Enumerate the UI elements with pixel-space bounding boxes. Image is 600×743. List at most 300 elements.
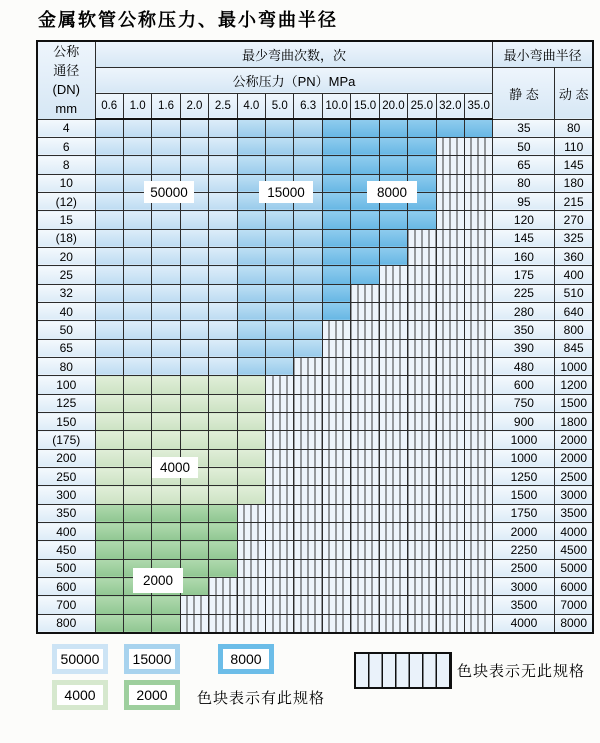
- spec-available-cell: [180, 578, 208, 596]
- no-spec-cell: [237, 596, 265, 614]
- static-header: 静 态: [493, 67, 555, 119]
- spec-available-cell: [123, 376, 151, 394]
- dynamic-header: 动 态: [555, 67, 593, 119]
- spec-available-cell: [152, 321, 180, 339]
- spec-row: [37, 541, 593, 559]
- no-spec-cell: [464, 486, 492, 504]
- spec-row: [37, 211, 593, 229]
- no-spec-cell: [351, 468, 379, 486]
- no-spec-cell: [351, 321, 379, 339]
- static-radius-cell: 2250: [493, 541, 555, 559]
- no-spec-cell: [379, 596, 407, 614]
- spec-row: [37, 486, 593, 504]
- dn-cell: 200: [37, 449, 95, 467]
- spec-row: [37, 156, 593, 174]
- no-spec-cell: [436, 468, 464, 486]
- dn-cell: 400: [37, 523, 95, 541]
- pressure-tick: 15.0: [351, 93, 379, 119]
- spec-available-cell: [152, 596, 180, 614]
- spec-available-cell: [180, 523, 208, 541]
- no-spec-cell: [294, 578, 322, 596]
- no-spec-cell: [408, 596, 436, 614]
- dynamic-radius-cell: 1000: [555, 357, 593, 375]
- spec-available-cell: [209, 302, 237, 320]
- spec-available-cell: [322, 229, 350, 247]
- spec-available-cell: [379, 211, 407, 229]
- spec-available-cell: [266, 137, 294, 155]
- spec-available-cell: [408, 211, 436, 229]
- spec-available-cell: [123, 339, 151, 357]
- no-spec-cell: [464, 211, 492, 229]
- no-spec-cell: [266, 413, 294, 431]
- no-spec-cell: [436, 137, 464, 155]
- spec-available-cell: [379, 247, 407, 265]
- spec-available-cell: [351, 137, 379, 155]
- spec-available-cell: [123, 394, 151, 412]
- no-spec-cell: [322, 541, 350, 559]
- no-spec-cell: [464, 468, 492, 486]
- spec-available-cell: [95, 211, 123, 229]
- no-spec-cell: [379, 578, 407, 596]
- no-spec-cell: [464, 137, 492, 155]
- dn-cell: 600: [37, 578, 95, 596]
- dn-cell: 15: [37, 211, 95, 229]
- no-spec-cell: [464, 192, 492, 210]
- static-radius-cell: 1500: [493, 486, 555, 504]
- dn-cell: 150: [37, 413, 95, 431]
- spec-available-cell: [95, 468, 123, 486]
- no-spec-cell: [266, 394, 294, 412]
- no-spec-cell: [408, 559, 436, 577]
- spec-available-cell: [237, 449, 265, 467]
- spec-available-cell: [180, 247, 208, 265]
- dn-cell: (12): [37, 192, 95, 210]
- dynamic-radius-cell: 640: [555, 302, 593, 320]
- dn-cell: (175): [37, 431, 95, 449]
- spec-available-cell: [95, 431, 123, 449]
- no-spec-cell: [351, 431, 379, 449]
- spec-available-cell: [123, 504, 151, 522]
- no-spec-cell: [237, 504, 265, 522]
- no-spec-cell: [266, 431, 294, 449]
- dn-cell: 25: [37, 266, 95, 284]
- spec-available-cell: [152, 211, 180, 229]
- spec-available-cell: [152, 229, 180, 247]
- spec-available-cell: [152, 523, 180, 541]
- no-spec-cell: [351, 614, 379, 632]
- spec-available-cell: [209, 119, 237, 137]
- no-spec-cell: [436, 266, 464, 284]
- dn-cell: 80: [37, 357, 95, 375]
- no-spec-cell: [379, 394, 407, 412]
- spec-available-cell: [294, 339, 322, 357]
- spec-row: [37, 137, 593, 155]
- static-radius-cell: 4000: [493, 614, 555, 632]
- legend-hatch-swatch: [354, 652, 452, 689]
- spec-available-cell: [95, 376, 123, 394]
- no-spec-cell: [436, 376, 464, 394]
- dynamic-radius-cell: 1500: [555, 394, 593, 412]
- spec-available-cell: [180, 339, 208, 357]
- no-spec-cell: [351, 578, 379, 596]
- no-spec-cell: [294, 394, 322, 412]
- no-spec-cell: [379, 541, 407, 559]
- spec-available-cell: [209, 229, 237, 247]
- spec-available-cell: [408, 156, 436, 174]
- static-radius-cell: 160: [493, 247, 555, 265]
- no-spec-cell: [237, 614, 265, 632]
- no-spec-cell: [464, 174, 492, 192]
- no-spec-cell: [379, 504, 407, 522]
- no-spec-cell: [464, 229, 492, 247]
- spec-available-cell: [266, 302, 294, 320]
- no-spec-cell: [379, 413, 407, 431]
- no-spec-cell: [436, 559, 464, 577]
- spec-row: [37, 559, 593, 577]
- spec-available-cell: [351, 266, 379, 284]
- no-spec-cell: [294, 523, 322, 541]
- spec-available-cell: [152, 376, 180, 394]
- spec-available-cell: [180, 486, 208, 504]
- no-spec-cell: [436, 431, 464, 449]
- no-spec-cell: [379, 449, 407, 467]
- no-spec-cell: [209, 578, 237, 596]
- spec-available-cell: [180, 357, 208, 375]
- spec-available-cell: [237, 394, 265, 412]
- no-spec-cell: [379, 302, 407, 320]
- no-spec-cell: [436, 321, 464, 339]
- dn-cell: 40: [37, 302, 95, 320]
- header-row-2: [37, 67, 593, 93]
- spec-row: [37, 229, 593, 247]
- static-radius-cell: 750: [493, 394, 555, 412]
- no-spec-cell: [322, 614, 350, 632]
- spec-row: [37, 266, 593, 284]
- dn-cell: 700: [37, 596, 95, 614]
- spec-available-cell: [266, 156, 294, 174]
- no-spec-cell: [436, 174, 464, 192]
- spec-row: [37, 302, 593, 320]
- no-spec-cell: [408, 266, 436, 284]
- spec-available-cell: [237, 468, 265, 486]
- static-radius-cell: 480: [493, 357, 555, 375]
- spec-available-cell: [209, 468, 237, 486]
- dynamic-radius-cell: 215: [555, 192, 593, 210]
- spec-available-cell: [152, 357, 180, 375]
- no-spec-cell: [436, 578, 464, 596]
- cycle-count-label: 2000: [133, 568, 183, 593]
- pressure-tick: 5.0: [266, 93, 294, 119]
- pressure-tick: 6.3: [294, 93, 322, 119]
- no-spec-cell: [237, 559, 265, 577]
- spec-available-cell: [123, 468, 151, 486]
- no-spec-cell: [464, 156, 492, 174]
- dn-cell: 250: [37, 468, 95, 486]
- legend-available-note: 色块表示有此规格: [197, 690, 326, 707]
- no-spec-cell: [436, 192, 464, 210]
- static-radius-cell: 50: [493, 137, 555, 155]
- no-spec-cell: [351, 596, 379, 614]
- dynamic-radius-cell: 2500: [555, 468, 593, 486]
- spec-row: [37, 523, 593, 541]
- spec-available-cell: [209, 192, 237, 210]
- spec-available-cell: [322, 211, 350, 229]
- no-spec-cell: [351, 559, 379, 577]
- pressure-tick: 25.0: [408, 93, 436, 119]
- bend-cycles-header: 最少弯曲次数，次: [95, 41, 493, 67]
- dynamic-radius-cell: 400: [555, 266, 593, 284]
- page-title: 金属软管公称压力、最小弯曲半径: [38, 10, 338, 31]
- spec-row: [37, 247, 593, 265]
- dn-cell: (18): [37, 229, 95, 247]
- spec-row: [37, 174, 593, 192]
- dynamic-radius-cell: 360: [555, 247, 593, 265]
- no-spec-cell: [351, 394, 379, 412]
- spec-available-cell: [209, 541, 237, 559]
- no-spec-cell: [436, 394, 464, 412]
- no-spec-cell: [408, 357, 436, 375]
- spec-row: [37, 321, 593, 339]
- dynamic-radius-cell: 2000: [555, 431, 593, 449]
- spec-available-cell: [294, 211, 322, 229]
- dn-cell: 125: [37, 394, 95, 412]
- no-spec-cell: [408, 578, 436, 596]
- spec-available-cell: [152, 247, 180, 265]
- spec-available-cell: [180, 413, 208, 431]
- spec-available-cell: [123, 266, 151, 284]
- cycle-count-label: 4000: [152, 457, 198, 478]
- no-spec-cell: [436, 229, 464, 247]
- static-radius-cell: 65: [493, 156, 555, 174]
- spec-available-cell: [180, 284, 208, 302]
- no-spec-cell: [464, 596, 492, 614]
- spec-available-cell: [95, 174, 123, 192]
- dynamic-radius-cell: 6000: [555, 578, 593, 596]
- spec-available-cell: [294, 284, 322, 302]
- no-spec-cell: [379, 559, 407, 577]
- no-spec-cell: [379, 468, 407, 486]
- spec-available-cell: [294, 247, 322, 265]
- spec-available-cell: [152, 302, 180, 320]
- no-spec-cell: [322, 468, 350, 486]
- no-spec-cell: [464, 394, 492, 412]
- spec-available-cell: [123, 523, 151, 541]
- dn-cell: 6: [37, 137, 95, 155]
- no-spec-cell: [322, 486, 350, 504]
- no-spec-cell: [436, 156, 464, 174]
- dynamic-radius-cell: 3500: [555, 504, 593, 522]
- dynamic-radius-cell: 5000: [555, 559, 593, 577]
- no-spec-cell: [266, 559, 294, 577]
- no-spec-cell: [436, 339, 464, 357]
- no-spec-cell: [322, 596, 350, 614]
- no-spec-cell: [294, 376, 322, 394]
- spec-available-cell: [123, 284, 151, 302]
- legend-chip: [124, 680, 180, 710]
- no-spec-cell: [294, 541, 322, 559]
- dynamic-radius-cell: 845: [555, 339, 593, 357]
- spec-available-cell: [95, 449, 123, 467]
- spec-available-cell: [351, 119, 379, 137]
- spec-available-cell: [209, 211, 237, 229]
- dynamic-radius-cell: 325: [555, 229, 593, 247]
- no-spec-cell: [351, 504, 379, 522]
- spec-available-cell: [294, 266, 322, 284]
- no-spec-cell: [408, 486, 436, 504]
- no-spec-cell: [408, 614, 436, 632]
- no-spec-cell: [379, 431, 407, 449]
- spec-available-cell: [123, 486, 151, 504]
- spec-available-cell: [95, 156, 123, 174]
- static-radius-cell: 35: [493, 119, 555, 137]
- spec-available-cell: [180, 541, 208, 559]
- spec-available-cell: [95, 504, 123, 522]
- cycle-count-label: 50000: [144, 181, 194, 203]
- spec-row: [37, 431, 593, 449]
- no-spec-cell: [408, 229, 436, 247]
- no-spec-cell: [379, 321, 407, 339]
- no-spec-cell: [464, 431, 492, 449]
- pressure-tick: 4.0: [237, 93, 265, 119]
- pressure-tick: 0.6: [95, 93, 123, 119]
- no-spec-cell: [351, 376, 379, 394]
- spec-available-cell: [95, 229, 123, 247]
- dn-cell: 800: [37, 614, 95, 632]
- spec-available-cell: [180, 376, 208, 394]
- spec-available-cell: [322, 284, 350, 302]
- no-spec-cell: [351, 302, 379, 320]
- spec-available-cell: [322, 247, 350, 265]
- spec-row: [37, 413, 593, 431]
- no-spec-cell: [322, 431, 350, 449]
- no-spec-cell: [294, 357, 322, 375]
- spec-available-cell: [266, 119, 294, 137]
- no-spec-cell: [379, 523, 407, 541]
- spec-available-cell: [266, 247, 294, 265]
- pressure-tick: 20.0: [379, 93, 407, 119]
- cycle-count-label: 15000: [259, 181, 313, 203]
- dynamic-radius-cell: 180: [555, 174, 593, 192]
- spec-available-cell: [266, 357, 294, 375]
- spec-available-cell: [123, 321, 151, 339]
- no-spec-cell: [436, 357, 464, 375]
- no-spec-cell: [322, 578, 350, 596]
- dynamic-radius-cell: 3000: [555, 486, 593, 504]
- no-spec-cell: [408, 523, 436, 541]
- no-spec-cell: [408, 302, 436, 320]
- no-spec-cell: [379, 339, 407, 357]
- no-spec-cell: [464, 413, 492, 431]
- spec-available-cell: [209, 376, 237, 394]
- no-spec-cell: [266, 449, 294, 467]
- no-spec-cell: [351, 339, 379, 357]
- spec-available-cell: [152, 486, 180, 504]
- static-radius-cell: 280: [493, 302, 555, 320]
- spec-available-cell: [95, 596, 123, 614]
- spec-available-cell: [209, 174, 237, 192]
- spec-row: [37, 192, 593, 210]
- no-spec-cell: [266, 486, 294, 504]
- spec-available-cell: [209, 413, 237, 431]
- spec-available-cell: [379, 137, 407, 155]
- spec-available-cell: [237, 229, 265, 247]
- no-spec-cell: [294, 449, 322, 467]
- no-spec-cell: [436, 504, 464, 522]
- spec-available-cell: [266, 339, 294, 357]
- spec-available-cell: [123, 357, 151, 375]
- dn-cell: 4: [37, 119, 95, 137]
- spec-available-cell: [209, 504, 237, 522]
- no-spec-cell: [464, 376, 492, 394]
- dynamic-radius-cell: 2000: [555, 449, 593, 467]
- spec-available-cell: [237, 357, 265, 375]
- no-spec-cell: [237, 523, 265, 541]
- static-radius-cell: 1250: [493, 468, 555, 486]
- dn-cell: 50: [37, 321, 95, 339]
- spec-available-cell: [209, 339, 237, 357]
- no-spec-cell: [436, 449, 464, 467]
- static-radius-cell: 225: [493, 284, 555, 302]
- dynamic-radius-cell: 80: [555, 119, 593, 137]
- spec-available-cell: [95, 192, 123, 210]
- spec-available-cell: [408, 119, 436, 137]
- no-spec-cell: [436, 614, 464, 632]
- spec-available-cell: [351, 229, 379, 247]
- no-spec-cell: [294, 504, 322, 522]
- no-spec-cell: [266, 596, 294, 614]
- no-spec-cell: [209, 596, 237, 614]
- no-spec-cell: [351, 541, 379, 559]
- spec-available-cell: [95, 137, 123, 155]
- spec-available-cell: [209, 137, 237, 155]
- spec-available-cell: [294, 321, 322, 339]
- spec-available-cell: [123, 211, 151, 229]
- spec-available-cell: [322, 137, 350, 155]
- static-radius-cell: 390: [493, 339, 555, 357]
- spec-available-cell: [237, 376, 265, 394]
- spec-available-cell: [209, 394, 237, 412]
- static-radius-cell: 900: [493, 413, 555, 431]
- no-spec-cell: [464, 449, 492, 467]
- spec-available-cell: [152, 266, 180, 284]
- legend-chip-label: 15000: [129, 649, 175, 669]
- spec-available-cell: [209, 266, 237, 284]
- no-spec-cell: [294, 596, 322, 614]
- dn-header-cell: [37, 41, 95, 119]
- dn-cell: 32: [37, 284, 95, 302]
- dynamic-radius-cell: 270: [555, 211, 593, 229]
- spec-row: [37, 449, 593, 467]
- no-spec-cell: [266, 376, 294, 394]
- spec-row: [37, 614, 593, 632]
- no-spec-cell: [464, 284, 492, 302]
- no-spec-cell: [464, 578, 492, 596]
- no-spec-cell: [294, 431, 322, 449]
- spec-available-cell: [123, 302, 151, 320]
- spec-available-cell: [209, 486, 237, 504]
- pressure-tick: 2.0: [180, 93, 208, 119]
- dynamic-radius-cell: 800: [555, 321, 593, 339]
- no-spec-cell: [180, 614, 208, 632]
- no-spec-cell: [436, 541, 464, 559]
- no-spec-cell: [408, 321, 436, 339]
- no-spec-cell: [408, 394, 436, 412]
- legend-chip: [52, 644, 108, 674]
- no-spec-cell: [436, 284, 464, 302]
- legend-chip: [124, 644, 180, 674]
- spec-available-cell: [123, 449, 151, 467]
- dynamic-radius-cell: 1200: [555, 376, 593, 394]
